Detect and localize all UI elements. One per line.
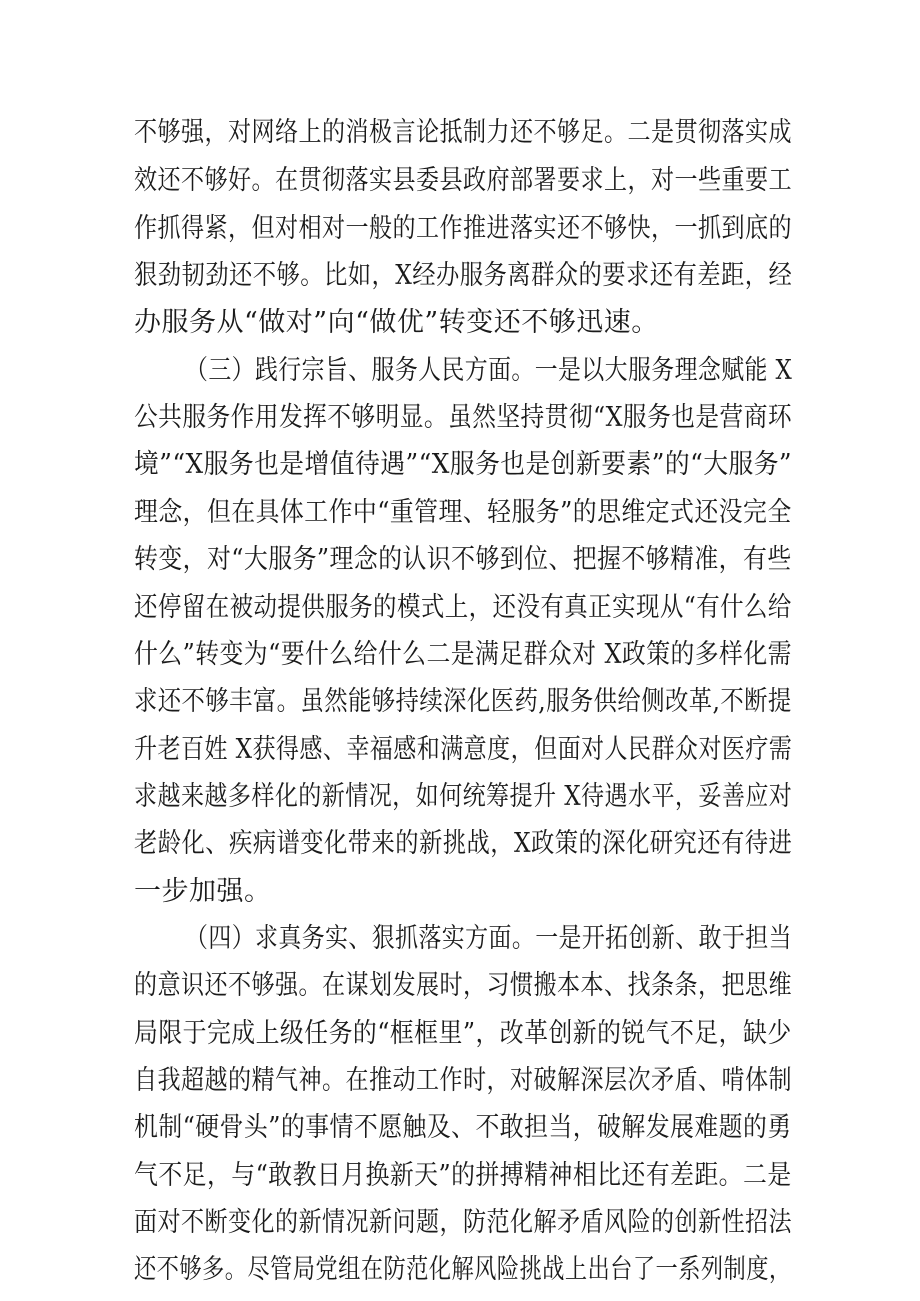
text-line: 理念，但在具体工作中“重管理、轻服务”的思维定式还没完全	[134, 497, 792, 528]
text-line: 办服务从“做对”向“做优”转变还不够迅速。	[134, 307, 659, 338]
text-line: 狠劲韧劲还不够。比如，X经办服务离群众的要求还有差距，经	[134, 260, 793, 291]
text-line: 的意识还不够强。在谋划发展时，习惯搬本本、找条条，把思维	[134, 970, 792, 1001]
text-line: 还停留在被动提供服务的模式上，还没有真正实现从“有什么给	[134, 592, 792, 623]
text-line: 局限于完成上级任务的“框框里”，改革创新的锐气不足，缺少	[134, 1018, 792, 1049]
section-4-heading-line: （四）求真务实、狠抓落实方面。一是开拓创新、敢于担当	[185, 923, 792, 954]
text-line: 机制“硬骨头”的事情不愿触及、不敢担当，破解发展难题的勇	[134, 1112, 792, 1143]
text-line: 作抓得紧，但对相对一般的工作推进落实还不够快，一抓到底的	[134, 213, 792, 244]
text-line: 面对不断变化的新情况新问题，防范化解矛盾风险的创新性招法	[134, 1207, 792, 1238]
text-line: 境”“X服务也是增值待遇”“X服务也是创新要素”的“大服务”	[134, 449, 793, 480]
text-line: 老龄化、疾病谱变化带来的新挑战，X政策的深化研究还有待进	[134, 828, 793, 859]
section-3-heading-line: （三）践行宗旨、服务人民方面。一是以大服务理念赋能 X	[185, 355, 793, 386]
text-line: 求越来越多样化的新情况，如何统筹提升 X待遇水平，妥善应对	[134, 781, 793, 812]
text-line: 自我超越的精气神。在推动工作时，对破解深层次矛盾、啃体制	[134, 1065, 792, 1096]
text-line: 效还不够好。在贯彻落实县委县政府部署要求上，对一些重要工	[134, 165, 792, 196]
text-line: 升老百姓 X获得感、幸福感和满意度，但面对人民群众对医疗需	[134, 734, 793, 765]
text-line: 转变，对“大服务”理念的认识不够到位、把握不够精准，有些	[134, 544, 792, 575]
text-line: 公共服务作用发挥不够明显。虽然坚持贯彻“X服务也是营商环	[134, 402, 793, 433]
text-line: 求还不够丰富。虽然能够持续深化医药,服务供给侧改革,不断提	[134, 686, 792, 717]
text-line: 一步加强。	[134, 876, 272, 907]
text-line: 什么”转变为“要什么给什么二是满足群众对 X政策的多样化需	[134, 639, 792, 670]
text-line: 不够强，对网络上的消极言论抵制力还不够足。二是贯彻落实成	[134, 117, 792, 148]
text-line: 气不足，与“敢教日月换新天”的拼搏精神相比还有差距。二是	[134, 1160, 792, 1191]
text-line: 还不够多。尽管局党组在防范化解风险挑战上出台了一系列制度，	[134, 1254, 792, 1285]
